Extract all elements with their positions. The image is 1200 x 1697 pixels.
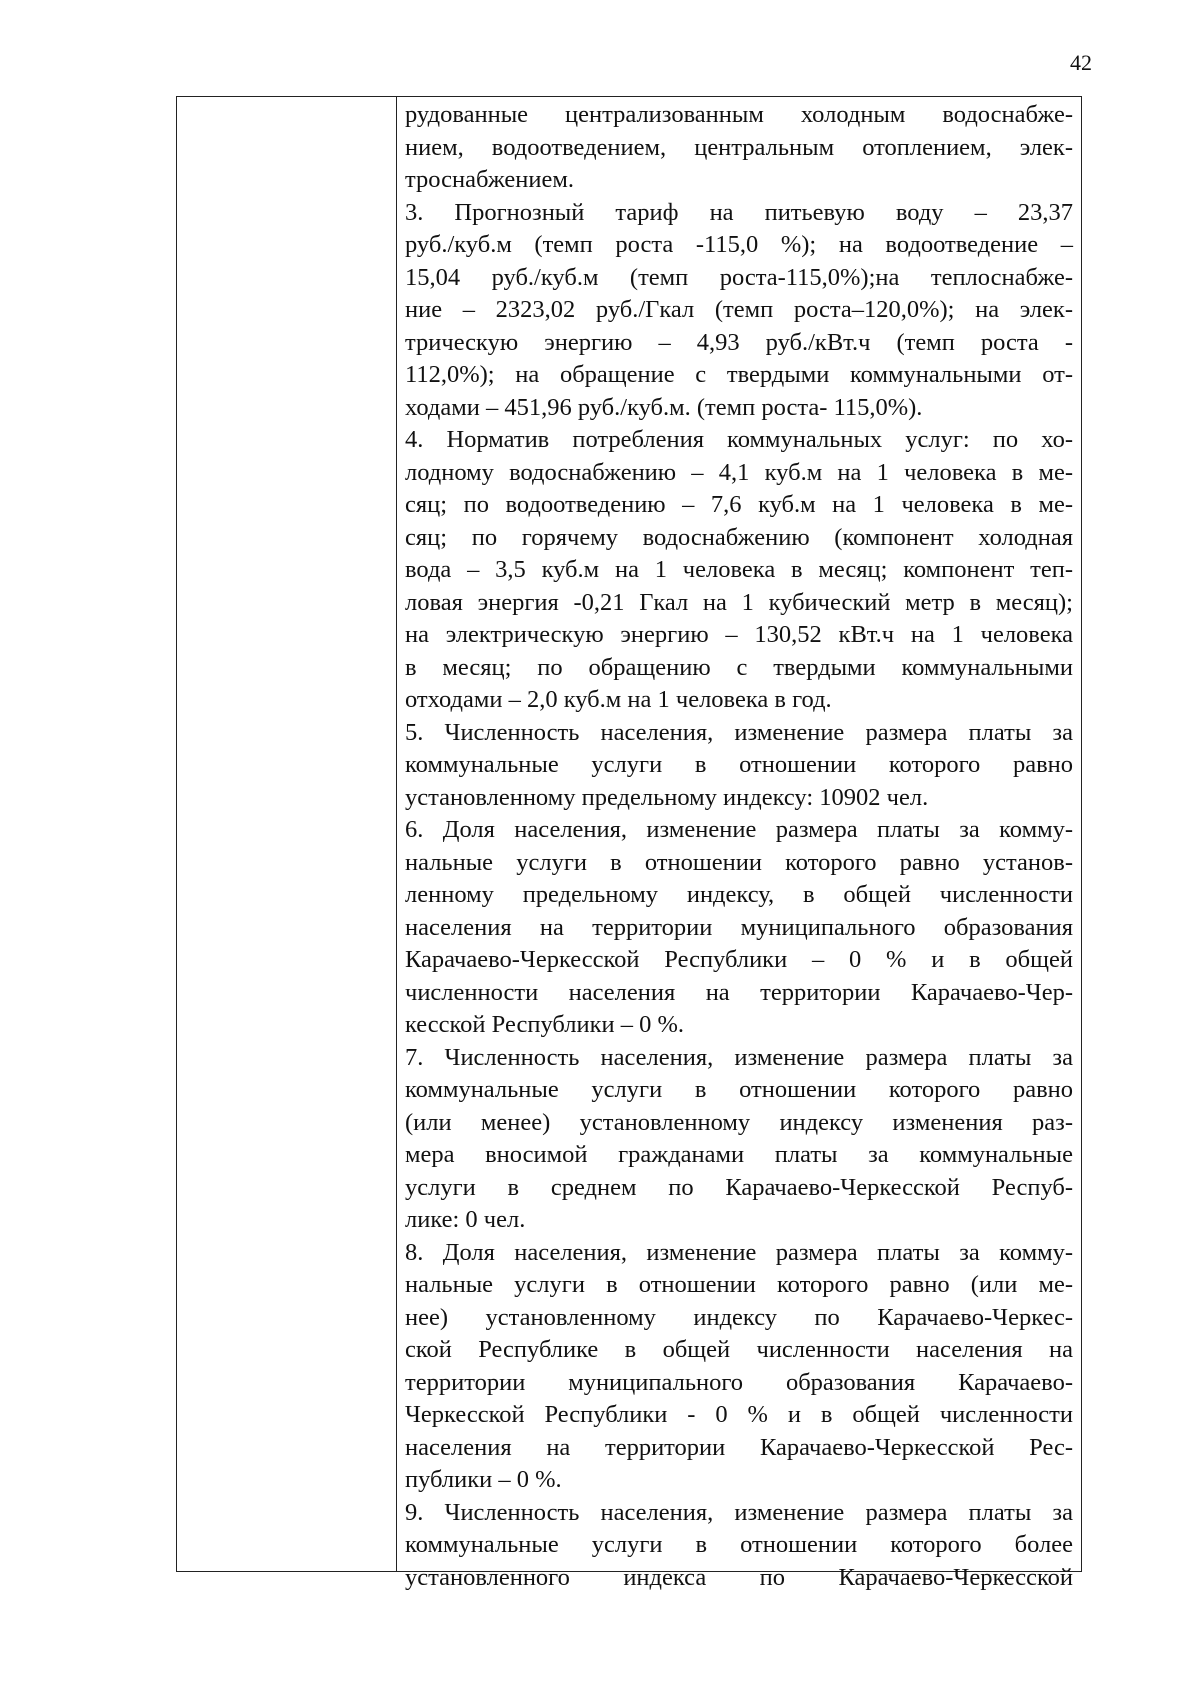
text-line: 112,0%); на обращение с твердыми коммунальными от- <box>405 361 1073 388</box>
page-number: 42 <box>1070 50 1092 75</box>
text-line: территории муниципального образования Карачаево- <box>405 1368 1073 1396</box>
text-line: в месяц; по обращению с твердыми коммунальными <box>405 653 1073 681</box>
text-line: вода – 3,5 куб.м на 1 человека в месяц; компонент теп- <box>405 556 1073 583</box>
text-line: ние – 2323,02 руб./Гкал (темп роста–120,0%); на элек- <box>405 296 1073 323</box>
text-line: нальные услуги в отношении которого равно установ- <box>405 848 1073 876</box>
text-line: трическую энергию – 4,93 руб./кВт.ч (темп роста - <box>405 328 1073 356</box>
text-line: ской Республике в общей численности населения на <box>405 1336 1073 1363</box>
text-line: коммунальные услуги в отношении которого равно <box>405 1076 1073 1103</box>
text-line: 5. Численность населения, изменение размера платы за <box>405 718 1073 746</box>
text-line: установленного индекса по Карачаево-Черкесской <box>405 1563 1073 1591</box>
text-line: Черкесской Республики - 0 % и в общей численности <box>405 1401 1073 1428</box>
text-line: ловая энергия -0,21 Гкал на 1 кубический метр в месяц); <box>405 588 1073 616</box>
text-line: троснабжением. <box>405 166 575 193</box>
text-line: установленному предельному индексу: 10902 чел. <box>405 783 929 811</box>
document-table <box>176 96 1082 1591</box>
text-line: нальные услуги в отношении которого равно (или ме- <box>405 1271 1073 1298</box>
text-line: лике: 0 чел. <box>405 1206 526 1233</box>
text-line: сяц; по горячему водоснабжению (компонент холодная <box>405 523 1073 551</box>
table-right-cell <box>397 97 1081 1591</box>
text-line: 4. Норматив потребления коммунальных услуг: по хо- <box>405 426 1073 453</box>
text-line: численности населения на территории Карачаево-Чер- <box>405 978 1073 1006</box>
text-line: отходами – 2,0 куб.м на 1 человека в год. <box>405 686 832 713</box>
text-line: Карачаево-Черкесской Республики – 0 % и в общей <box>405 946 1073 973</box>
text-line: 15,04 руб./куб.м (темп роста-115,0%);на теплоснабже- <box>405 263 1073 291</box>
text-line: 3. Прогнозный тариф на питьевую воду – 23,37 <box>405 198 1073 226</box>
text-line: услуги в среднем по Карачаево-Черкесской Респуб- <box>405 1173 1073 1201</box>
text-line: на электрическую энергию – 130,52 кВт.ч на 1 человека <box>405 621 1073 648</box>
text-line: 9. Численность населения, изменение размера платы за <box>405 1498 1073 1526</box>
text-line: (или менее) установленному индексу изменения раз- <box>405 1108 1073 1136</box>
text-line: населения на территории муниципального образования <box>405 913 1073 941</box>
text-line: нее) установленному индексу по Карачаево-Черкес- <box>405 1303 1073 1331</box>
cell-text-block <box>405 99 1073 1594</box>
text-line: коммунальные услуги в отношении которого более <box>405 1531 1073 1558</box>
text-line: населения на территории Карачаево-Черкесской Рес- <box>405 1433 1073 1461</box>
text-line: руб./куб.м (темп роста -115,0 %); на водоотведение – <box>405 231 1073 258</box>
text-line: публики – 0 %. <box>405 1466 562 1493</box>
text-line: кесской Республики – 0 %. <box>405 1011 684 1038</box>
text-line: 7. Численность населения, изменение размера платы за <box>405 1043 1073 1071</box>
text-line: сяц; по водоотведению – 7,6 куб.м на 1 человека в ме- <box>405 491 1073 518</box>
text-line: лодному водоснабжению – 4,1 куб.м на 1 человека в ме- <box>405 458 1073 486</box>
text-line: мера вносимой гражданами платы за коммунальные <box>405 1141 1073 1168</box>
text-line: 6. Доля населения, изменение размера платы за комму- <box>405 816 1073 843</box>
text-line: 8. Доля населения, изменение размера платы за комму- <box>405 1238 1073 1266</box>
text-line: коммунальные услуги в отношении которого равно <box>405 751 1073 778</box>
text-line: нием, водоотведением, центральным отоплением, элек- <box>405 133 1073 161</box>
text-line: ходами – 451,96 руб./куб.м. (темп роста- 115,0%). <box>405 393 923 421</box>
text-line: рудованные централизованным холодным водоснабже- <box>405 101 1073 128</box>
table-left-cell <box>177 97 397 1571</box>
text-line: ленному предельному индексу, в общей численности <box>405 881 1073 908</box>
